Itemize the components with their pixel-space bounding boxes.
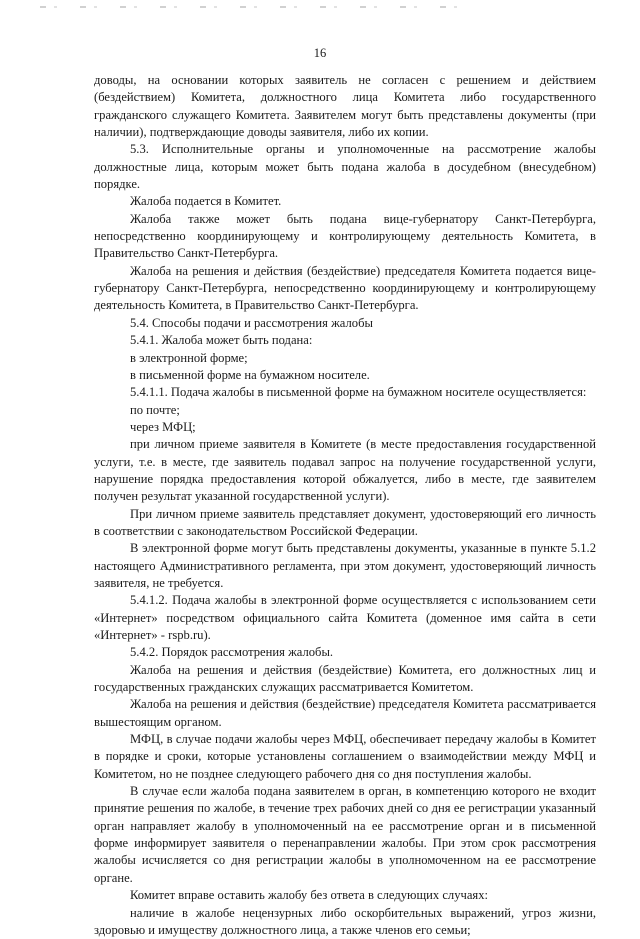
list-item: в электронной форме; — [94, 350, 596, 367]
list-item: по почте; — [94, 402, 596, 419]
paragraph: 5.4.1.1. Подача жалобы в письменной форме на бумажном носителе осуществляется: — [94, 384, 596, 401]
paragraph: Жалоба на решения и действия (бездействие) председателя Комитета рассматривается вышестоящим органом. — [94, 696, 596, 731]
list-item: при личном приеме заявителя в Комитете (в месте предоставления государственной услуги, т.е. в месте, где заявитель подавал запрос на получение государственной услуги, нарушение порядка предоставления которой обжалуется, либо в месте, где заявителем получен результат указанной государственной услуги). — [94, 436, 596, 505]
page-number: 16 — [0, 46, 640, 61]
list-item: наличие в жалобе нецензурных либо оскорбительных выражений, угроз жизни, здоровью и имуществу должностного лица, а также членов его семьи; — [94, 905, 596, 939]
paragraph: В электронной форме могут быть представлены документы, указанные в пункте 5.1.2 настоящего Административного регламента, при этом документ, удостоверяющий личность заявителя, не требуется. — [94, 540, 596, 592]
section-heading: 5.4.2. Порядок рассмотрения жалобы. — [94, 644, 596, 661]
list-item: через МФЦ; — [94, 419, 596, 436]
paragraph: 5.4.1.2. Подача жалобы в электронной форме осуществляется с использованием сети «Интернет» посредством официального сайта Комитета (доменное имя сайта в сети «Интернет» - rspb.ru). — [94, 592, 596, 644]
list-item: в письменной форме на бумажном носителе. — [94, 367, 596, 384]
section-heading: 5.4. Способы подачи и рассмотрения жалобы — [94, 315, 596, 332]
paragraph: Жалоба на решения и действия (бездействие) Комитета, его должностных лиц и государственных гражданских служащих рассматривается Комитетом. — [94, 662, 596, 697]
paragraph: Комитет вправе оставить жалобу без ответа в следующих случаях: — [94, 887, 596, 904]
paragraph: Жалоба на решения и действия (бездействие) председателя Комитета подается вице-губернатору Санкт-Петербурга, непосредственно координирующему и контролирующему деятельность Комитета, в Правительство Санкт-Петербурга. — [94, 263, 596, 315]
paragraph: 5.4.1. Жалоба может быть подана: — [94, 332, 596, 349]
document-body — [94, 72, 596, 939]
paragraph: 5.3. Исполнительные органы и уполномоченные на рассмотрение жалобы должностные лица, которым может быть подана жалоба в досудебном (внесудебном) порядке. — [94, 141, 596, 193]
paragraph: Жалоба подается в Комитет. — [94, 193, 596, 210]
paragraph: При личном приеме заявитель представляет документ, удостоверяющий его личность в соответствии с законодательством Российской Федерации. — [94, 506, 596, 541]
paragraph: доводы, на основании которых заявитель не согласен с решением и действием (бездействием) Комитета, должностного лица Комитета либо государственного гражданского служащего Комитета. Заявителем могут быть представлены документы (при наличии), подтверждающие доводы заявителя, либо их копии. — [94, 72, 596, 141]
paragraph: В случае если жалоба подана заявителем в орган, в компетенцию которого не входит принятие решения по жалобе, в течение трех рабочих дней со дня ее регистрации указанный орган направляет жалобу в уполномоченный на ее рассмотрение орган и в письменной форме информирует заявителя о перенаправлении жалобы. При этом срок рассмотрения жалобы исчисляется со дня регистрации жалобы в уполномоченном на ее рассмотрение органе. — [94, 783, 596, 887]
paragraph: Жалоба также может быть подана вице-губернатору Санкт-Петербурга, непосредственно координирующему и контролирующему деятельность Комитета, в Правительство Санкт-Петербурга. — [94, 211, 596, 263]
scan-artifact — [40, 6, 460, 8]
paragraph: МФЦ, в случае подачи жалобы через МФЦ, обеспечивает передачу жалобы в Комитет в порядке и сроки, которые установлены соглашением о взаимодействии между МФЦ и Комитетом, но не позднее следующего рабочего дня со дня поступления жалобы. — [94, 731, 596, 783]
